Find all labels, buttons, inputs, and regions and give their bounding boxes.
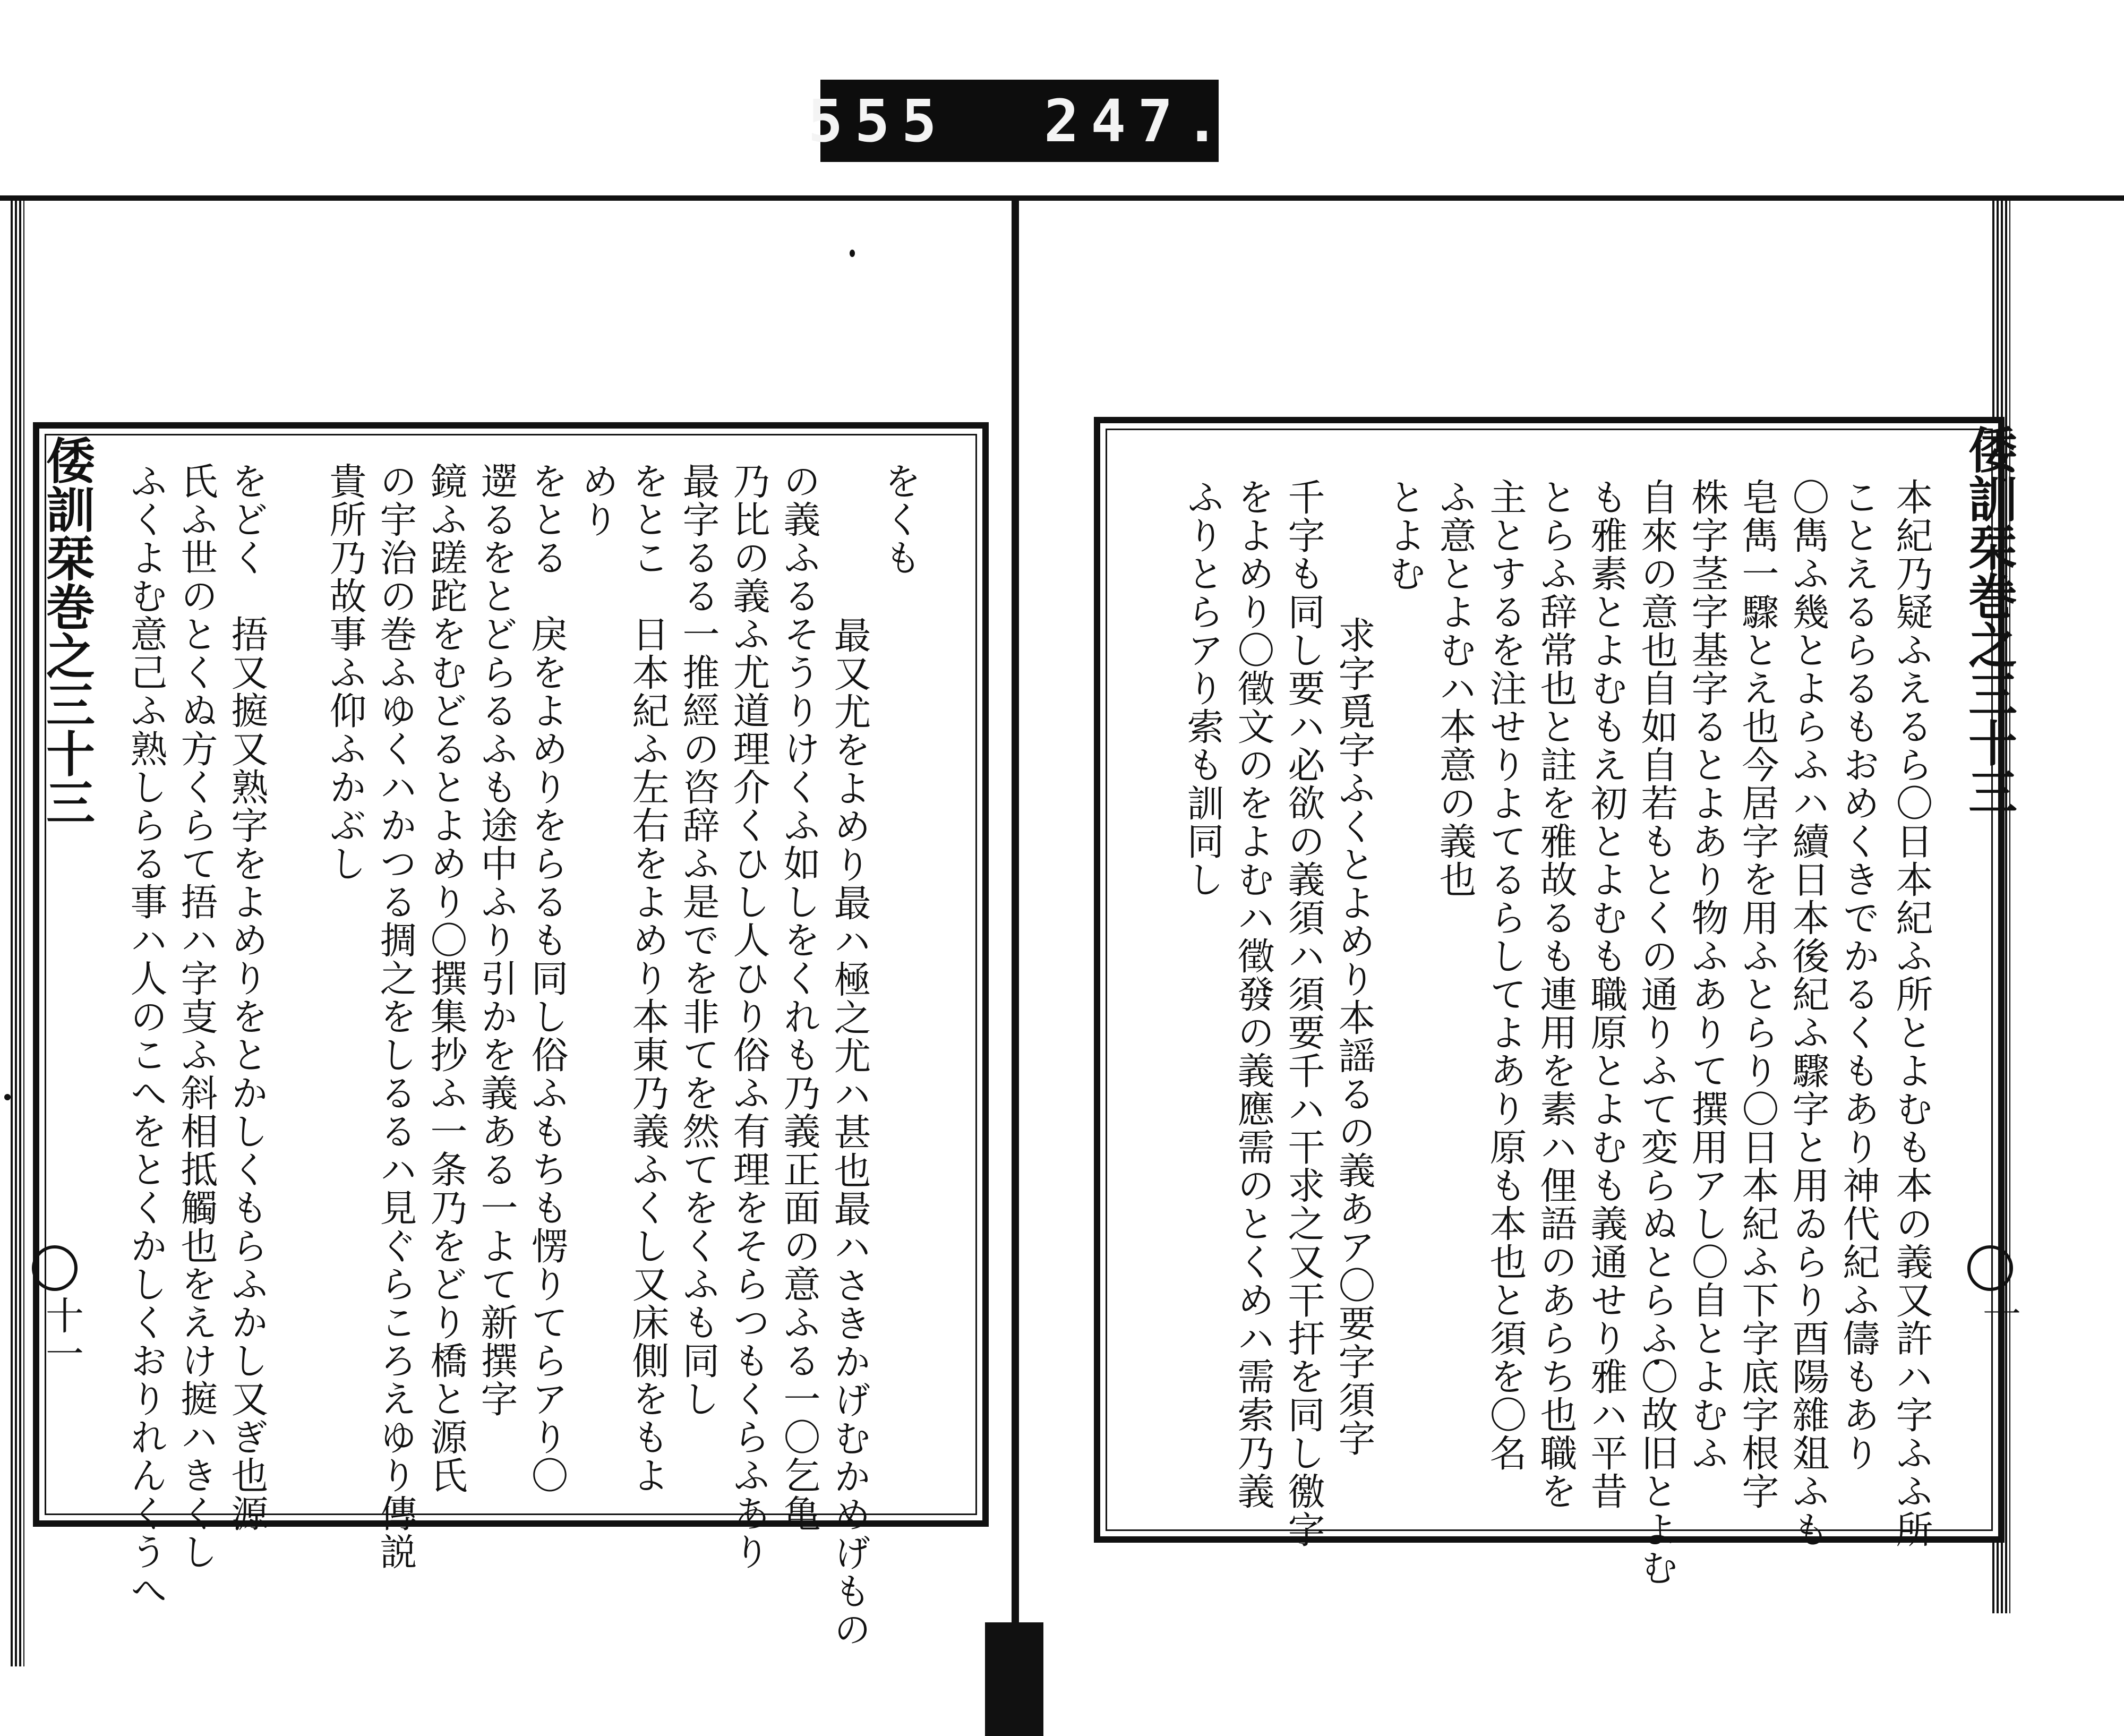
left-page-edge <box>11 201 24 1666</box>
left-column-12: 貴所乃故事ふ仰ふかぶし <box>323 462 367 883</box>
left-column-14: 氏ふ世のとくぬ方くらて捂ハ字㕝ふ斜相抵觸也をえけ㨩ハきくし <box>175 462 218 1571</box>
archive-label-bar <box>808 80 1231 162</box>
left-page-circle-icon <box>32 1245 78 1291</box>
top-cut-line <box>0 195 2124 201</box>
spine-tab <box>985 1622 1043 1736</box>
left-column-9: 遻るをとどらるふも途中ふり引かを義ある一よて新撰字 <box>475 462 518 1418</box>
right-column-6: 自來の意也自如自若もとくの通りふて変らぬとらふ〇故旧とよむ <box>1635 478 1678 1587</box>
left-column-10: 鏡ふ蹉跎をむどるとよめり〇撰集抄ふ一条乃をどり橋と源氏 <box>424 462 468 1494</box>
left-page-number: 十一 <box>39 1296 84 1372</box>
label-left-number: 555 <box>808 87 948 155</box>
right-page-number: 十 <box>1976 1296 2021 1334</box>
left-column-7: めり <box>576 462 619 538</box>
right-column-7: も雅素とよむもえ初とよむも職原とよむも義通せり雅ハ平昔 <box>1585 478 1628 1510</box>
right-column-2: ことえるらるもおめくきでかるくもあり神代紀ふ儔もあり <box>1837 478 1880 1472</box>
right-page-circle-icon <box>1967 1245 2013 1291</box>
right-column-10: ふ意とよむハ本意の義也 <box>1433 478 1477 899</box>
left-column-1: をくも <box>878 462 922 577</box>
right-column-5: 株字茎字基字るとよあり物ふありて撰用アし〇自とよむふ <box>1685 478 1729 1472</box>
book-spine <box>1012 201 1019 1735</box>
left-column-6: をとこ 日本紀ふ左右をよめり本東乃義ふくし又床側をもよ <box>626 462 670 1494</box>
left-column-8: をとる 戾をよめりをらるも同し俗ふもちも愣りてらアり〇 <box>525 462 569 1494</box>
right-column-15: ふりとらアり索も訓同し <box>1181 478 1224 899</box>
right-column-9: 主とするを注せりよてるらしてよあり原も本也と須を〇名 <box>1484 478 1527 1472</box>
left-page-title: 倭訓栞巻之三十三 <box>38 435 96 826</box>
left-column-11: の宇治の巻ふゆくハかつる㨄之をしるるハ見ぐらころえゆり傳説 <box>374 462 417 1571</box>
scan-speck <box>4 1094 11 1100</box>
left-column-15: ふくよむ意己ふ熟しらる事ハ人のこへをとくかしくおりれんくうへ <box>124 462 168 1609</box>
right-column-8: とらふ辞常也と註を雅故るも連用を素ハ俚語のあらち也職を <box>1534 478 1578 1510</box>
left-column-4: 乃比の義ふ尤道理介くひし人ひり俗ふ有理をそらつもくらふあり <box>727 462 770 1571</box>
scan-speck <box>850 250 855 257</box>
right-column-4: 皂雋一驟とえ也今居字を用ふとらり〇日本紀ふ下字底字根字 <box>1736 478 1779 1510</box>
left-column-2: 最又尤をよめり最ハ極之尤ハ甚也最ハさきかげむかめげもの <box>828 616 871 1648</box>
left-column-13: をどく 捂又㨩又熟字をよめりをとかしくもらふかし又ぎ也源 <box>225 462 269 1533</box>
right-column-3: 〇雋ふ幾とよらふハ續日本後紀ふ驟字と用ゐらり酉陽雜爼ふも <box>1786 478 1830 1549</box>
right-page-title: 倭訓栞巻之三十三 <box>1960 425 2018 816</box>
left-column-5: 最字るる一推經の咨辞ふ是でを非てを然てをくふも同し <box>676 462 720 1418</box>
right-column-14: をよめり〇徵文のをよむハ徵發の義應需のとくめハ需索乃義 <box>1231 478 1275 1510</box>
right-column-1: 本紀乃疑ふえるら〇日本紀ふ所とよむも本の義又許ハ字ふふ所 <box>1890 478 1933 1549</box>
right-column-12: 求字覓字ふくとよめり本謡るの義あア〇要字須字 <box>1332 616 1376 1457</box>
left-column-3: の義ふるそうりけくふ如しをくれも乃義正面の意ふる一〇乞亀 <box>777 462 821 1533</box>
label-right-number: 247. <box>1043 87 1231 155</box>
right-column-13: 千字も同し要ハ必欲の義須ハ須要千ハ干求之又干扞を同し徼字 <box>1282 478 1325 1549</box>
right-column-11: とよむ <box>1383 478 1426 593</box>
